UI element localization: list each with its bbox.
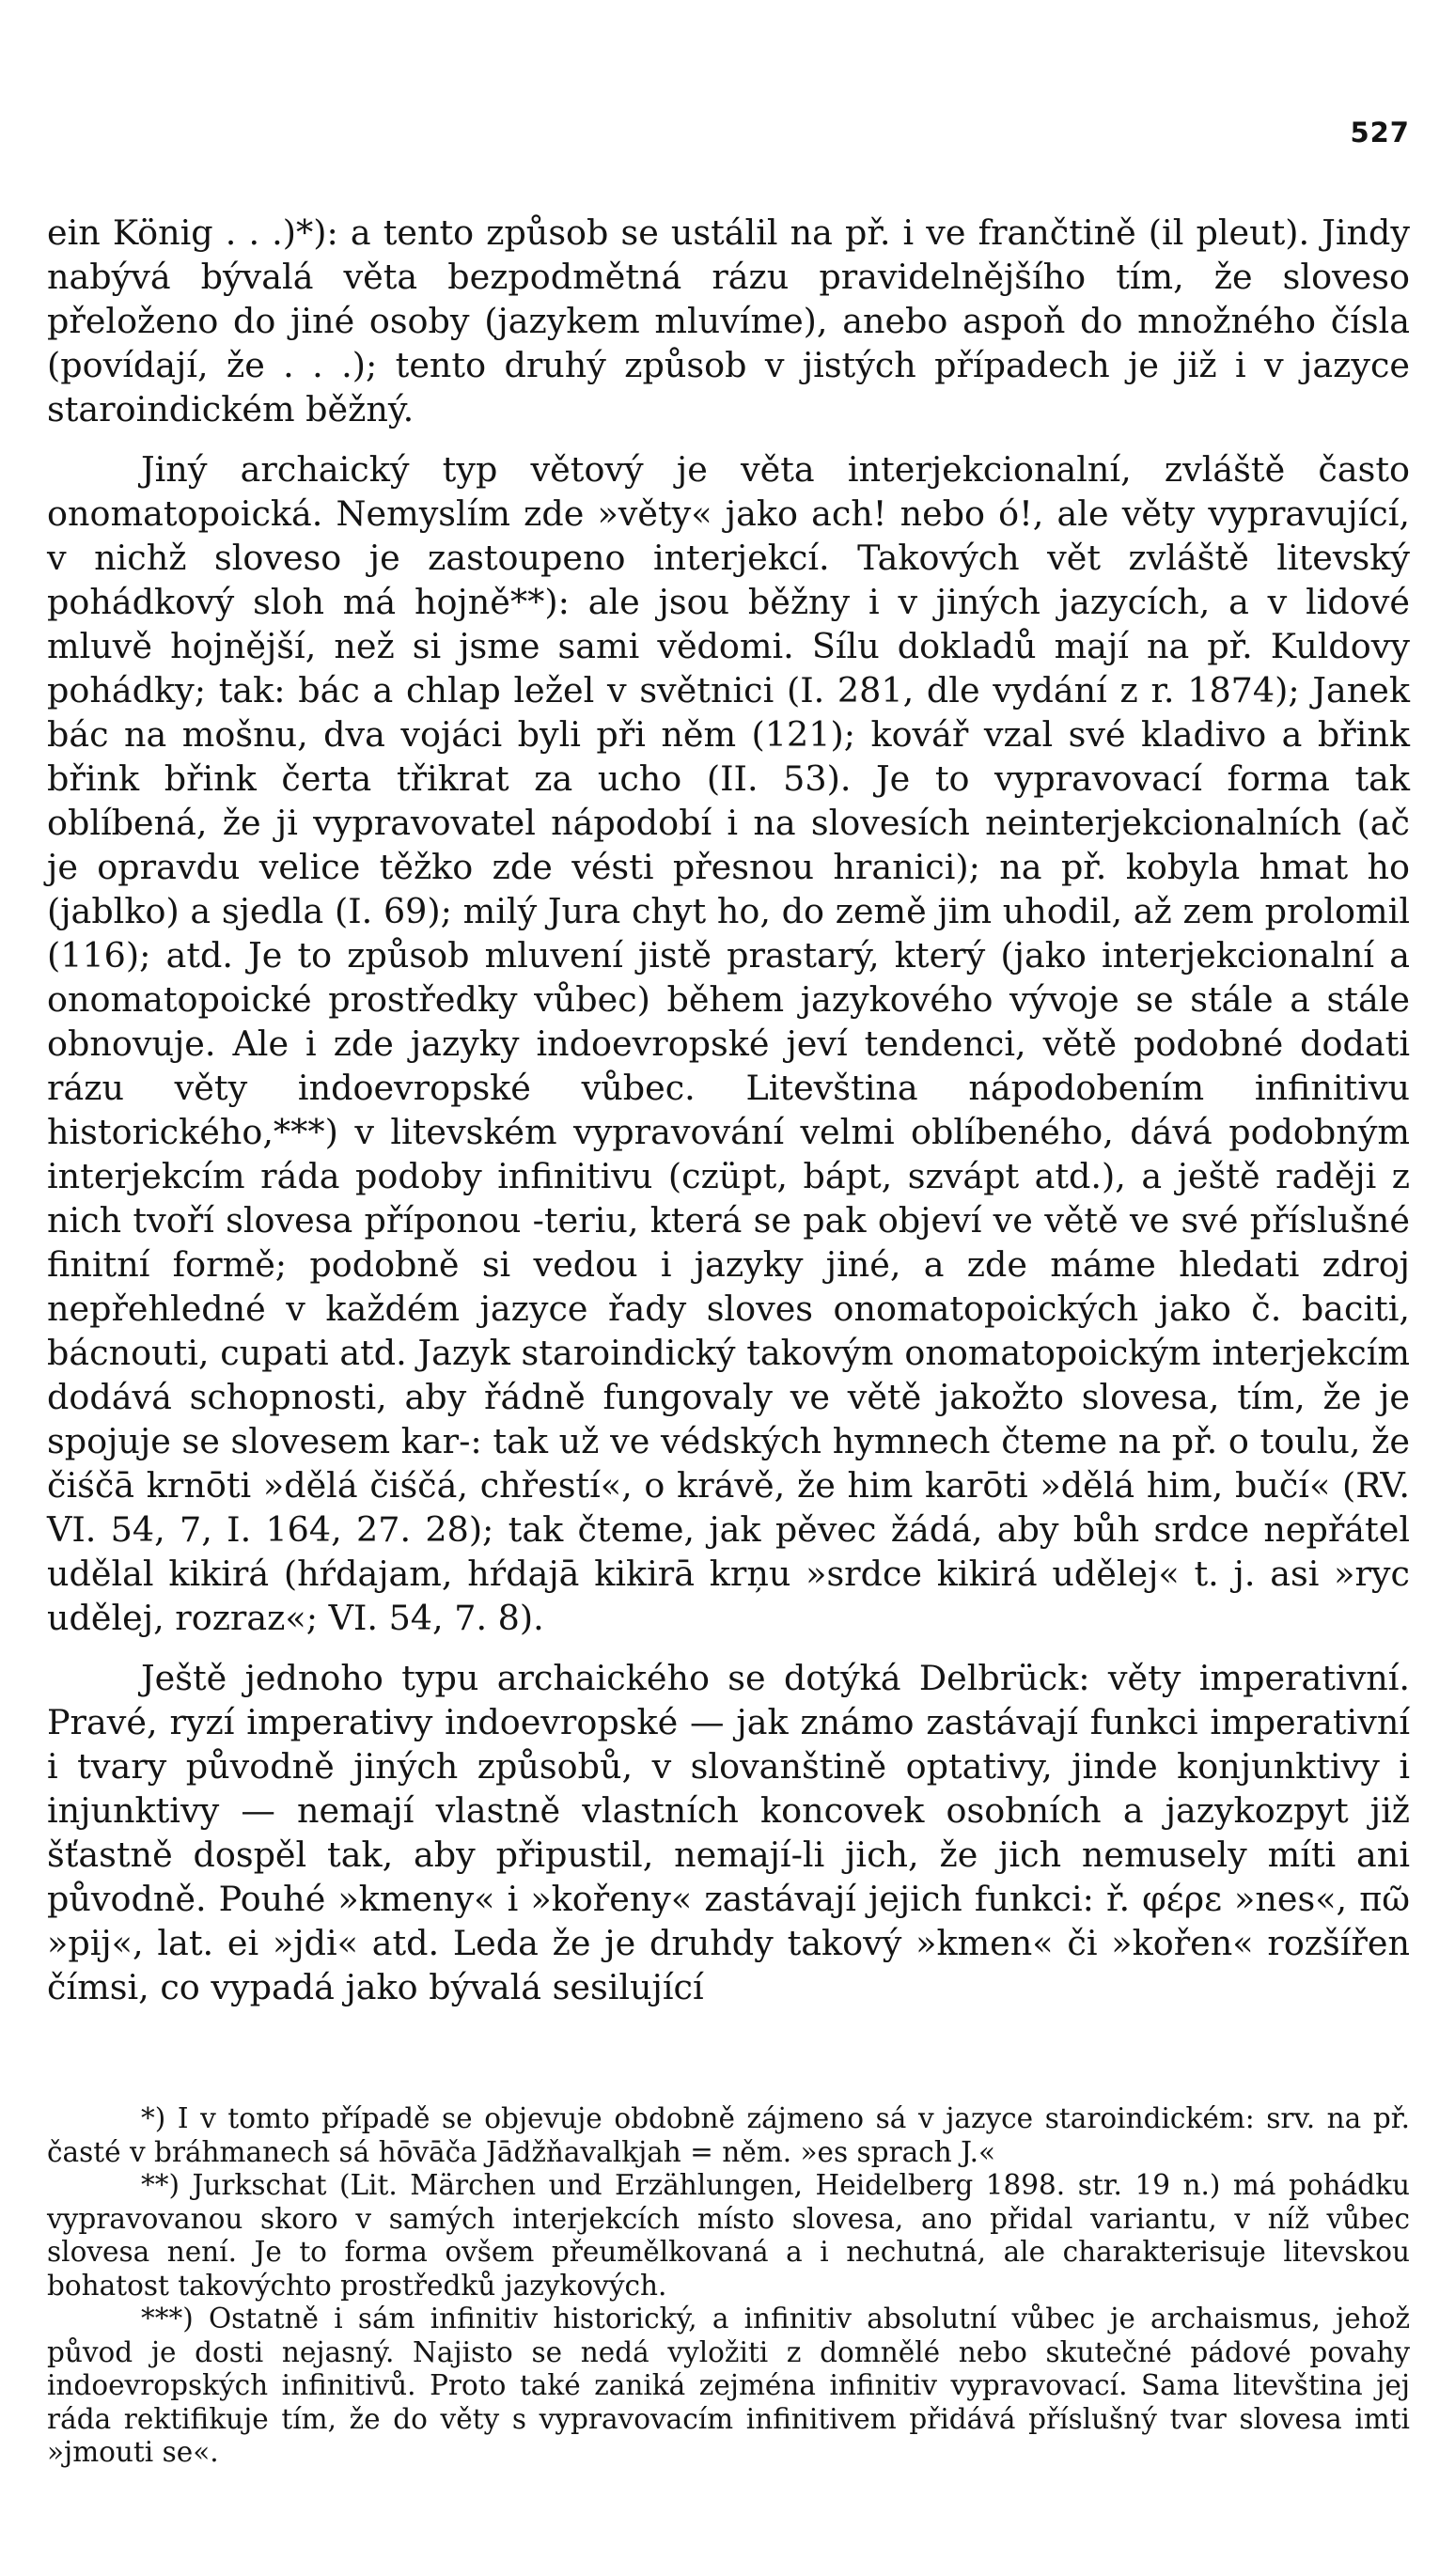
footnote-3: ***) Ostatně i sám infinitiv historický, a infinitiv absolutní vůbec je archaismus, jehož původ je dosti nejasný. Najisto se nedá vyložiti z domnělé nebo skutečné pádové povahy indoevropských infinitivů. Proto také zaniká zejména infinitiv vypravovací. Sama litevština jej ráda rektifikuje tím, že do věty s vypravovacím infinitivem přidává příslušný tvar slovesa imti »jmouti se«.	[47, 2303, 1410, 2468]
footnote-1: *) I v tomto případě se objevuje obdobně zájmeno sá v jazyce staroindickém: srv. na př. časté v bráhmanech sá hōvāča Jādžňavalkjah = něm. »es sprach J.«	[47, 2102, 1410, 2168]
footnote-2: **) Jurkschat (Lit. Märchen und Erzählungen, Heidelberg 1898. str. 19 n.) má pohádku vypravovanou skoro v samých interjekcích místo slovesa, ano přidal variantu, v níž vůbec slovesa není. Je to forma ovšem přeumělkovaná a i nechutná, ale charakterisuje litevskou bohatost takovýchto prostředků jazykových.	[47, 2169, 1410, 2302]
paragraph-3: Ještě jednoho typu archaického se dotýká Delbrück: věty imperativní. Pravé, ryzí imperativy indoevropské — jak známo zastávají funkci imperativní i tvary původně jiných způsobů, v slovanštině optativy, jinde konjunktivy i injunktivy — nemají vlastně vlastních koncovek osobních a jazykozpyt již šťastně dospěl tak, aby připustil, nemají-li jich, že jich nemusely míti ani původně. Pouhé »kmeny« i »kořeny« zastávají jejich funkci: ř. φέρε »nes«, πῶ »pij«, lat. ei »jdi« atd. Leda že je druhdy takový »kmen« či »kořen« rozšířen čímsi, co vypadá jako bývalá sesilující	[47, 1658, 1410, 2007]
document-page	[47, 0, 1410, 2576]
paragraph-2: Jiný archaický typ větový je věta interjekcionalní, zvláště často onomatopoická. Nemyslím zde »věty« jako ach! nebo ó!, ale věty vypravující, v nichž sloveso je zastoupeno interjekcí. Takových vět zvláště litevský pohádkový sloh má hojně**): ale jsou běžny i v jiných jazycích, a v lidové mluvě hojnější, než si jsme sami vědomi. Sílu dokladů mají na př. Kuldovy pohádky; tak: bác a chlap ležel v světnici (I. 281, dle vydání z r. 1874); Janek bác na mošnu, dva vojáci byli při něm (121); kovář vzal své kladivo a břink břink břink čerta třikrat za ucho (II. 53). Je to vypravovací forma tak oblíbená, že ji vypravovatel nápodobí i na slovesích neinterjekcionalních (ač je opravdu velice těžko zde vésti přesnou hranici); na př. kobyla hmat ho (jablko) a sjedla (I. 69); milý Jura chyt ho, do země jim uhodil, až zem prolomil (116); atd. Je to způsob mluvení jistě prastarý, který (jako interjekcionalní a onomatopoické prostředky vůbec) během jazykového vývoje se stále a stále obnovuje. Ale i zde jazyky indoevropské jeví tendenci, větě podobné dodati rázu věty indoevropské vůbec. Litevština nápodobením infinitivu historického,***) v litevském vypravování velmi oblíbeného, dává podobným interjekcím ráda podoby infinitivu (czüpt, bápt, szvápt atd.), a ještě raději z nich tvoří slovesa příponou -teriu, která se pak objeví ve větě ve své příslušné finitní formě; podobně si vedou i jazyky jiné, a zde máme hledati zdroj nepřehledné v každém jazyce řady sloves onomatopoických jako č. baciti, bácnouti, cupati atd. Jazyk staroindický takovým onomatopoickým interjekcím dodává schopnosti, aby řádně fungovaly ve větě jakožto slovesa, tím, že je spojuje se slovesem kar-: tak už ve védských hymnech čteme na př. o toulu, že čiśčā krnōti »dělá čiśčá, chřestí«, o krávě, že him karōti »dělá him, bučí« (RV. VI. 54, 7, I. 164, 27. 28); tak čteme, jak pěvec žádá, aby bůh srdce nepřátel udělal kikirá (hŕdajam, hŕdajā kikirā krņu »srdce kikirá udělej« t. j. asi »ryc udělej, rozraz«; VI. 54, 7. 8).	[47, 449, 1410, 1638]
page-number: 527	[1350, 117, 1410, 148]
footnotes	[47, 2102, 1410, 2470]
paragraph-1: ein König . . .)*): a tento způsob se ustálil na př. i ve frančtině (il pleut). Jindy nabývá bývalá věta bezpodmětná rázu pravidelnějšího tím, že sloveso přeloženo do jiné osoby (jazykem mluvíme), anebo aspoň do množného čísla (povídají, že . . .); tento druhý způsob v jistých případech je již i v jazyce staroindickém běžný.	[47, 212, 1410, 429]
main-text	[47, 211, 1410, 2009]
